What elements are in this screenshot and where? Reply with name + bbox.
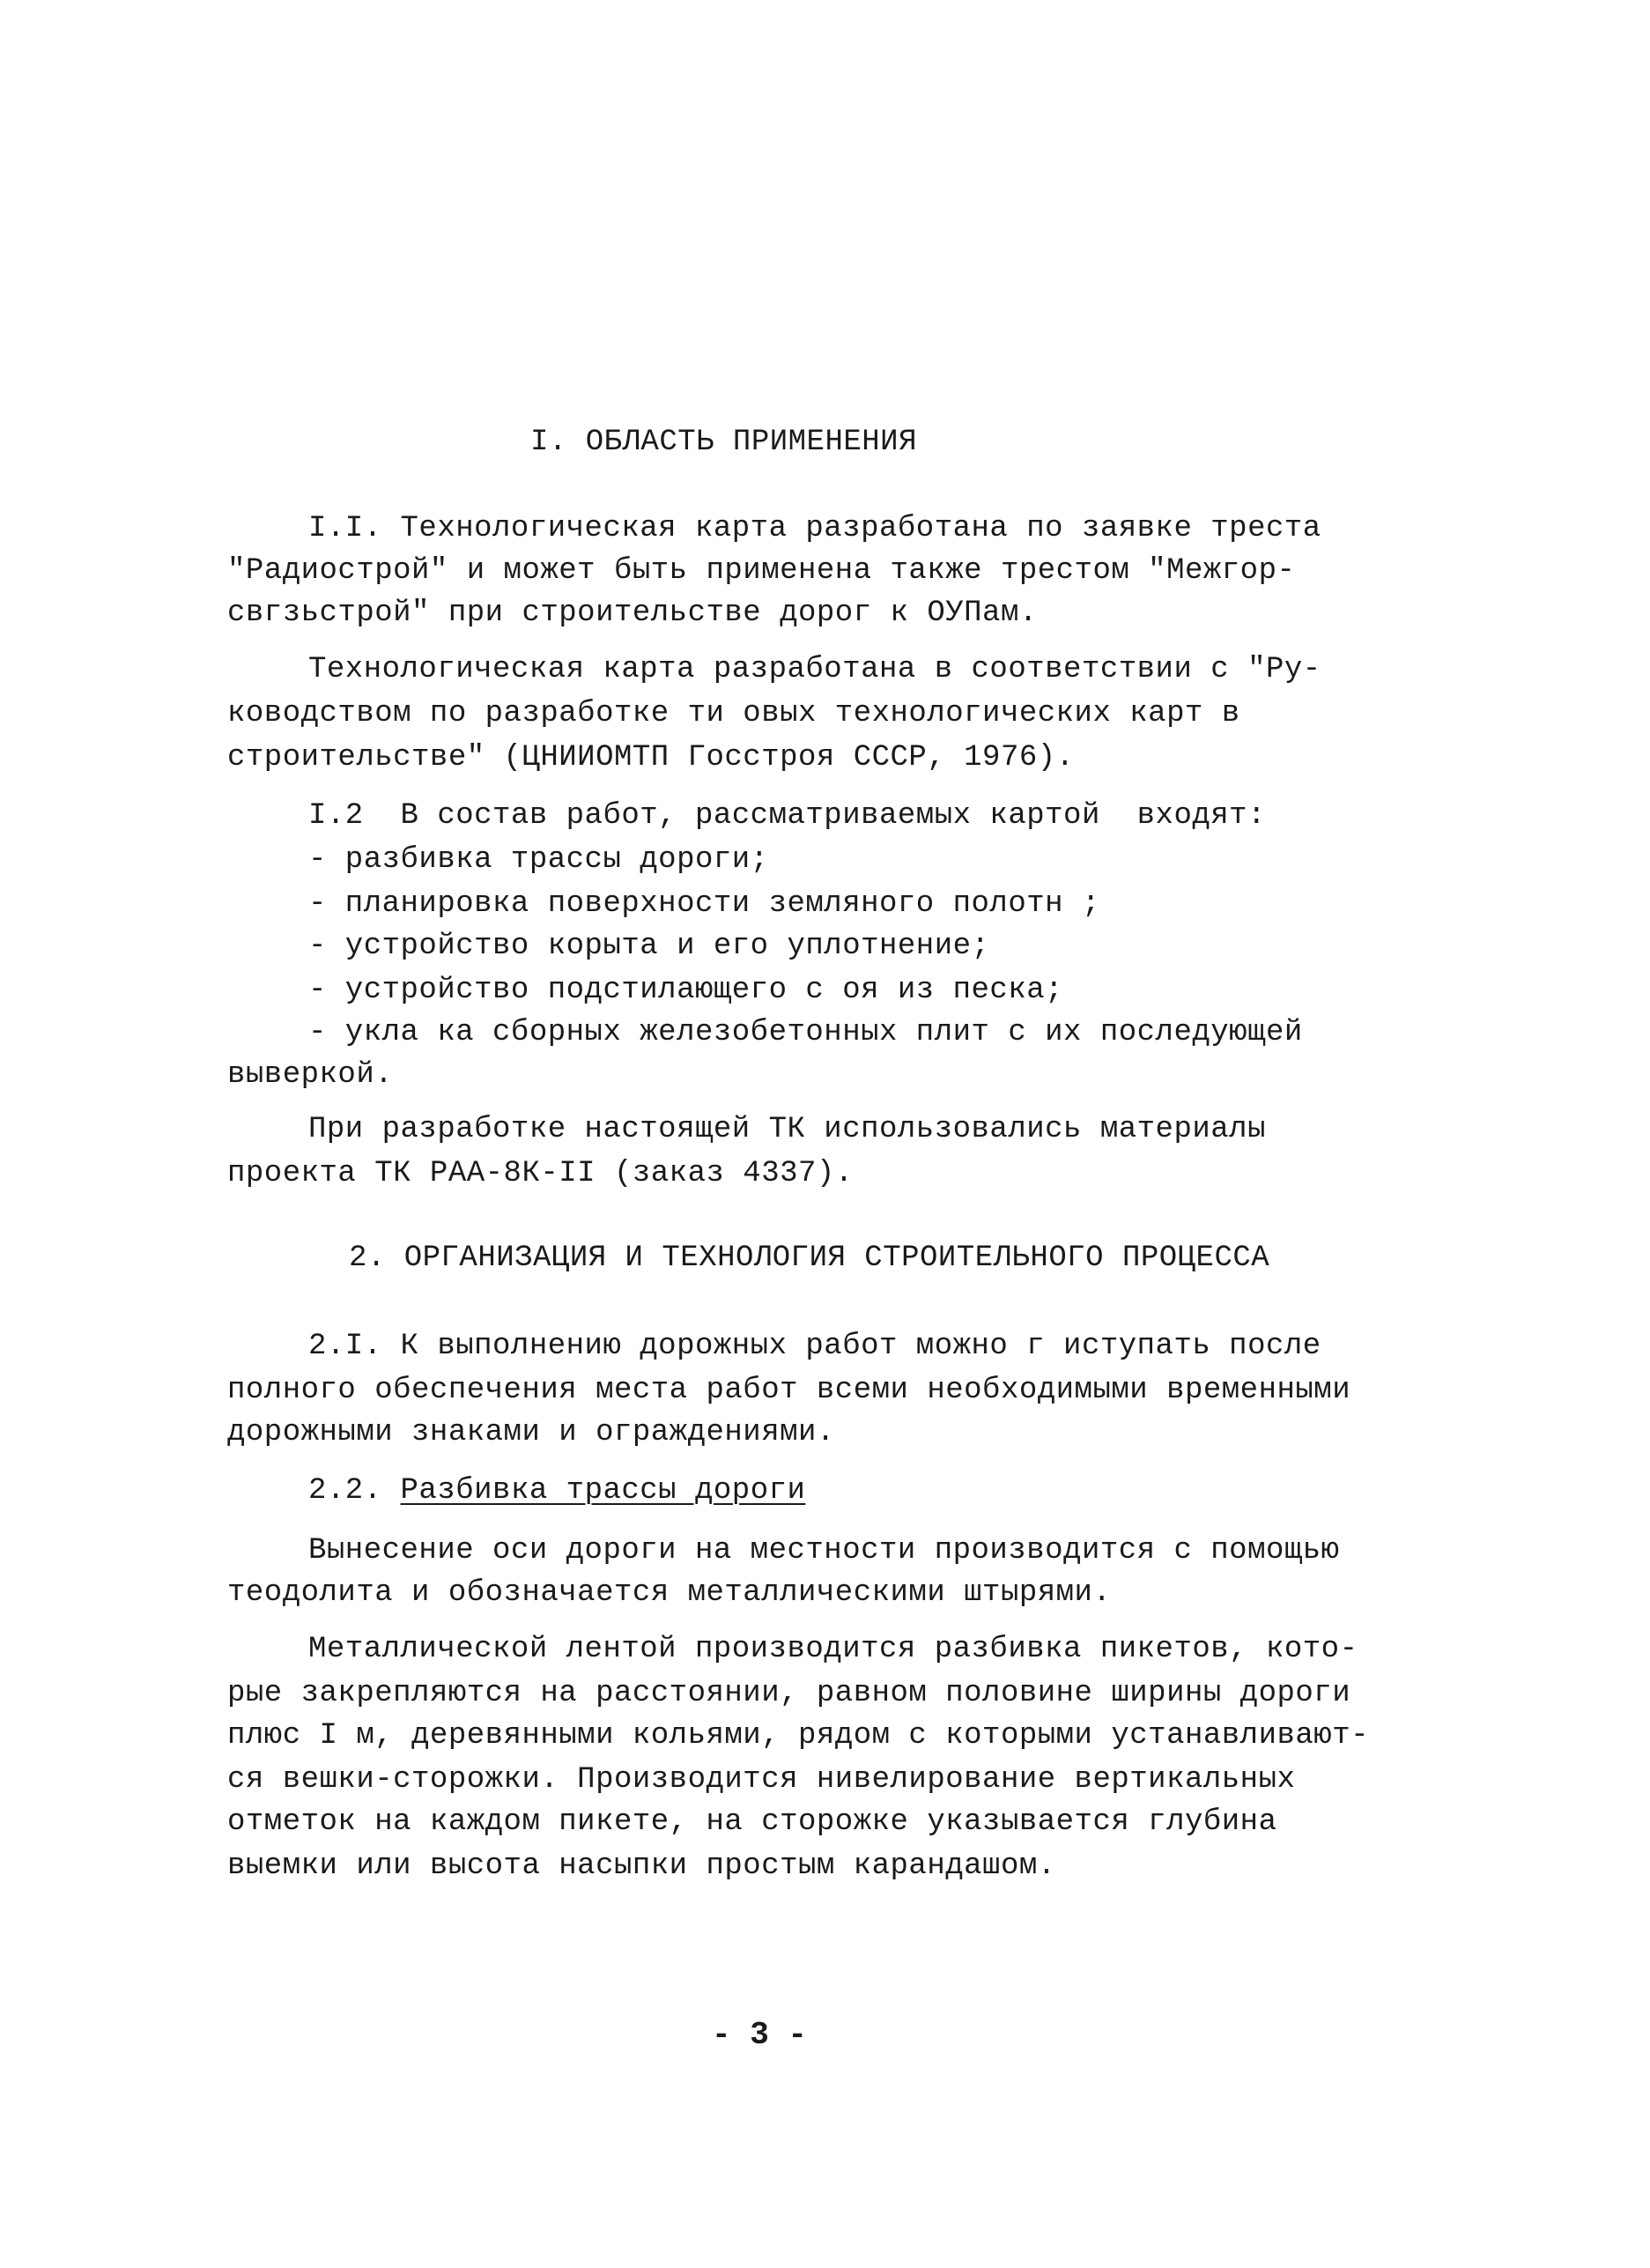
paragraph-line: дорожными знаками и ограждениями. [227,1416,835,1449]
page-number: - 3 - [712,2017,808,2053]
paragraph-line: 2.I. К выполнению дорожных работ можно г иступать после [308,1330,1321,1363]
paragraph-line: ководством по разработке ти овых технологических карт в [227,697,1240,730]
paragraph-line: проекта ТК РАА-8К-II (заказ 4337). [227,1157,854,1190]
list-item: - устройство корыта и его уплотнение; [308,930,990,963]
paragraph-line: I.I. Технологическая карта разработана по заявке треста [308,512,1321,545]
paragraph-line: свгзьстрой" при строительстве дорог к ОУПам. [227,597,1038,630]
paragraph-line: Технологическая карта разработана в соответствии с "Ру- [308,653,1321,686]
section-1-heading: I. ОБЛАСТЬ ПРИМЕНЕНИЯ [530,426,917,459]
section-2-heading: 2. ОРГАНИЗАЦИЯ И ТЕХНОЛОГИЯ СТРОИТЕЛЬНОГО ПРОЦЕССА [349,1241,1270,1275]
paragraph-line: теодолита и обозначается металлическими штырями. [227,1576,1112,1610]
subsection-title: Разбивка трассы дороги [400,1474,806,1508]
subsection-heading [308,1473,805,1508]
paragraph-line: отметок на каждом пикете, на сторожке указывается глубина [227,1805,1277,1839]
paragraph-line: рые закрепляются на расстоянии, равном половине ширины дороги [227,1677,1351,1710]
paragraph-line: "Радиострой" и может быть применена также трестом "Межгор- [227,554,1296,588]
paragraph-line: плюс I м, деревянными кольями, рядом с которыми устанавливают- [227,1719,1370,1753]
list-item: - устройство подстилающего с оя из песка; [308,974,1064,1007]
list-item: - разбивка трассы дороги; [308,843,769,877]
paragraph-line: Вынесение оси дороги на местности производится с помощью [308,1534,1340,1568]
list-item: - укла ка сборных железобетонных плит с их последующей [308,1016,1303,1049]
paragraph-line: полного обеспечения места работ всеми необходимыми временными [227,1374,1351,1407]
paragraph-line: выемки или высота насыпки простым карандашом. [227,1849,1056,1883]
paragraph-line: Металлической лентой производится разбивка пикетов, кото- [308,1633,1358,1666]
paragraph-line: строительстве" (ЦНИИОМТП Госстроя СССР, 1976). [227,741,1075,775]
subsection-number: 2.2. [308,1474,382,1508]
list-item: выверкой. [227,1058,394,1092]
paragraph-line: При разработке настоящей ТК использовались материалы [308,1113,1266,1146]
list-item: - планировка поверхности земляного полотн ; [308,887,1100,921]
paragraph-line: ся вешки-сторожки. Производится нивелирование вертикальных [227,1763,1296,1797]
paragraph-line: I.2 В состав работ, рассматриваемых картой входят: [308,799,1266,833]
